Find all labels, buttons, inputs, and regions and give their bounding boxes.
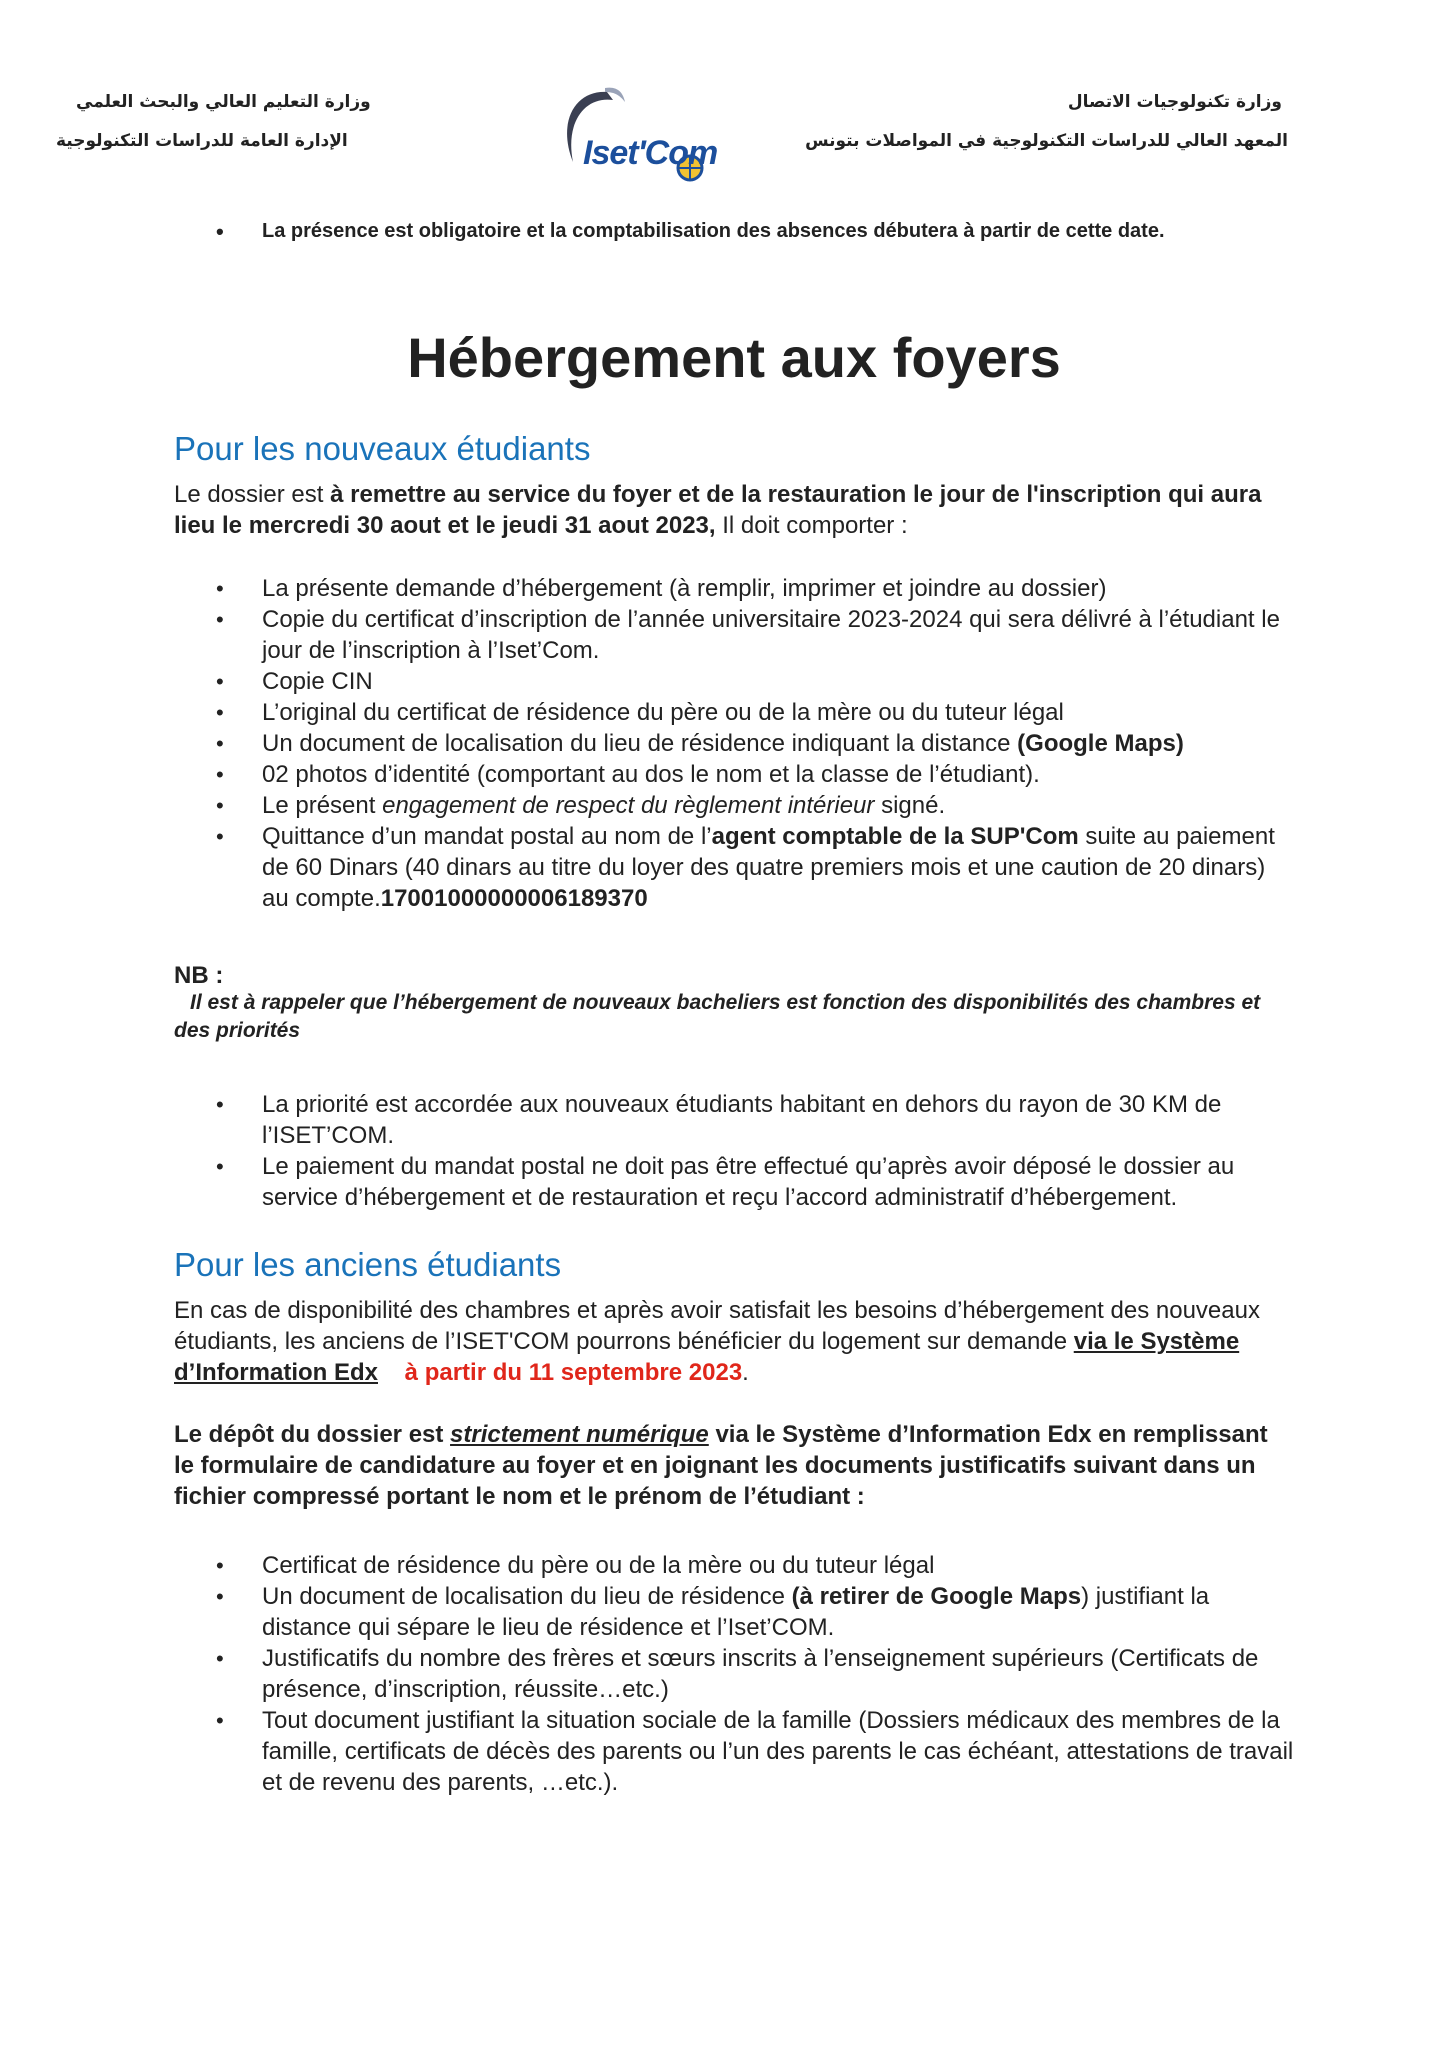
section-heading-old-students: Pour les anciens étudiants [174,1245,562,1283]
header-ministry-higher-education: وزارة التعليم العالي والبحث العلمي [76,92,371,112]
isetcom-logo [545,82,725,192]
list-item: • La priorité est accordée aux nouveaux étudiants habitant en dehors du rayon de 30 KM de l’ISET’COM. [262,1089,1294,1151]
nb-label: NB : [174,961,224,989]
list-item: • L’original du certificat de résidence du père ou de la mère ou du tuteur légal [262,697,1294,728]
list-item: • Quittance d’un mandat postal au nom de l’agent comptable de la SUP'Com suite au paiement de 60 Dinars (40 dinars au titre du loyer des quatre premiers mois et une caution de 20 dinars) au compte.17001000000006189370 [262,821,1294,914]
list-item: • Le paiement du mandat postal ne doit pas être effectué qu’après avoir déposé le dossier au service d’hébergement et de restauration et reçu l’accord administratif d’hébergement. [262,1151,1294,1213]
edx-system-link[interactable]: via le Système d’Information Edx [174,1328,1240,1387]
list-item: • Un document de localisation du lieu de résidence indiquant la distance (Google Maps) [262,728,1294,759]
list-item: • Le présent engagement de respect du règlement intérieur signé. [262,790,1294,821]
old-students-intro: En cas de disponibilité des chambres et après avoir satisfait les besoins d’hébergement des nouveaux étudiants, les anciens de l’ISET'COM pourrons bénéficier du logement sur demande via le Système d’Information Edx à partir du 11 septembre 2023. [174,1297,1260,1387]
attendance-notice: • La présence est obligatoire et la comptabilisation des absences débutera à partir de cette date. [262,220,1294,243]
digital-submission-note: Le dépôt du dossier est strictement numérique via le Système d’Information Edx en remplissant le formulaire de candidature au foyer et en joignant les documents justificatifs suivant dans un fichier compressé portant le nom et le prénom de l’étudiant : [174,1421,1268,1511]
list-item: • 02 photos d’identité (comportant au dos le nom et la classe de l’étudiant). [262,759,1294,790]
old-students-documents-list [174,1550,1294,1798]
list-item: • La présente demande d’hébergement (à remplir, imprimer et joindre au dossier) [262,573,1294,604]
document-body [174,220,1294,1798]
list-item: • Copie CIN [262,666,1294,697]
list-item: • Copie du certificat d’inscription de l’année universitaire 2023-2024 qui sera délivré à l’étudiant le jour de l’inscription à l’Iset’Com. [262,604,1294,666]
list-item: • Certificat de résidence du père ou de la mère ou du tuteur légal [262,1550,1294,1581]
header-ministry-communication: وزارة تكنولوجيات الاتصال [1067,92,1282,112]
header-institute-name: المعهد العالي للدراسات التكنولوجية في المواصلات بتونس [805,131,1288,151]
nb-note: Il est à rappeler que l’hébergement de nouveaux bacheliers est fonction des disponibilités des chambres et des priorités [174,990,1261,1042]
page-title: Hébergement aux foyers [407,326,1061,389]
new-students-intro: Le dossier est à remettre au service du foyer et de la restauration le jour de l'inscription qui aura lieu le mercredi 30 aout et le jeudi 31 aout 2023, Il doit comporter : [174,480,1262,539]
logo-wordmark: Iset'Com [583,134,718,172]
priority-list [174,1089,1294,1213]
list-item: • Un document de localisation du lieu de résidence (à retirer de Google Maps) justifiant la distance qui sépare le lieu de résidence et l’Iset’COM. [262,1581,1294,1643]
section-heading-new-students: Pour les nouveaux étudiants [174,429,591,467]
list-item: • Justificatifs du nombre des frères et sœurs inscrits à l’enseignement supérieurs (Certificats de présence, d’inscription, réussite…etc.) [262,1643,1294,1705]
list-item: • Tout document justifiant la situation sociale de la famille (Dossiers médicaux des membres de la famille, certificats de décès des parents ou l’un des parents le cas échéant, attestations de travail et de revenu des parents, …etc.). [262,1705,1294,1798]
new-students-requirements-list [174,573,1294,914]
header-general-directorate: الإدارة العامة للدراسات التكنولوجية [56,131,348,151]
